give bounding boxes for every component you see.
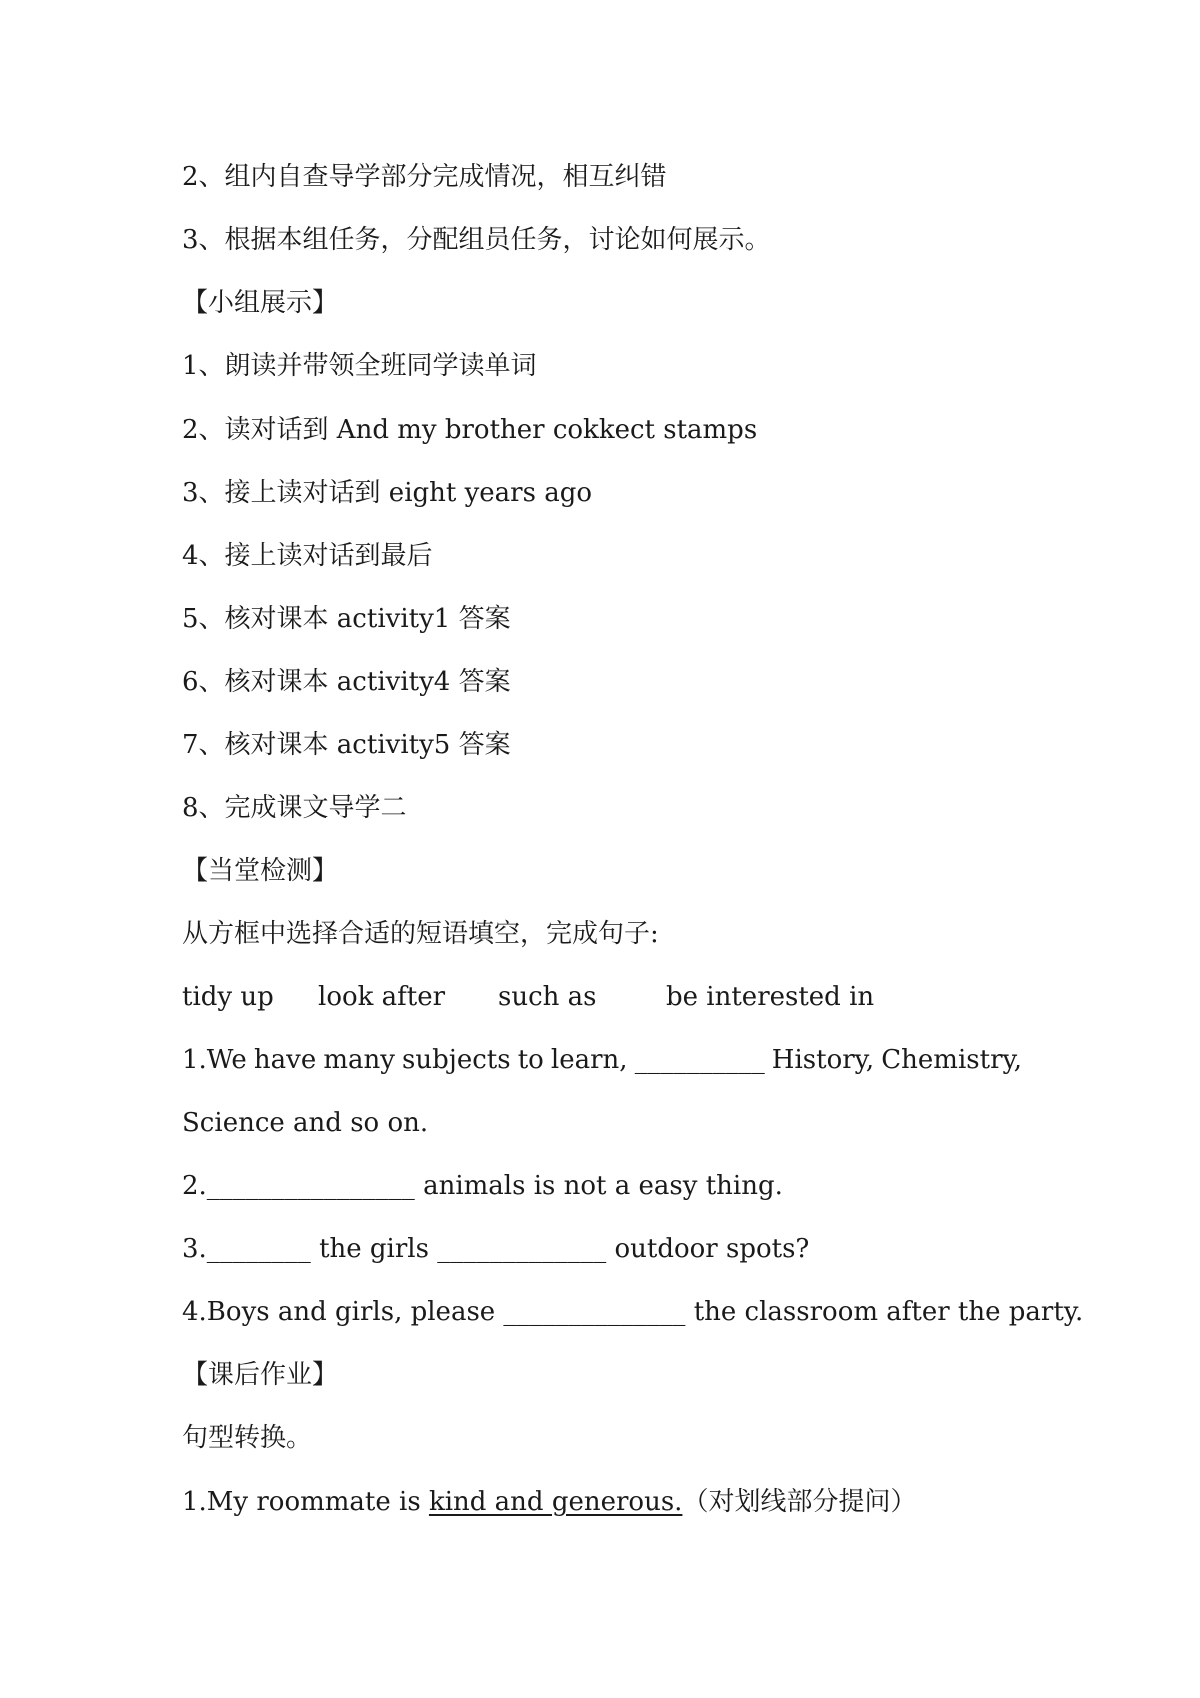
question-line: 3.________ the girls _____________ outdoor spots? xyxy=(182,1234,810,1264)
text-line: 8、完成课文导学二 xyxy=(182,793,407,823)
question-word: to xyxy=(517,1045,544,1075)
question-line: 2.________________ animals is not a easy thing. xyxy=(182,1171,783,1201)
text-line: 3、接上读对话到 eight years ago xyxy=(182,478,593,508)
answer-blank: __________ xyxy=(634,1045,765,1075)
text-line: 2、组内自查导学部分完成情况，相互纠错 xyxy=(182,162,667,192)
question-prefix: 1.My roommate is xyxy=(182,1487,429,1517)
phrase-box xyxy=(182,980,1022,1014)
text-line: Science and so on. xyxy=(182,1108,429,1138)
homework-question-line xyxy=(182,1485,1022,1519)
question-word: many xyxy=(323,1045,395,1075)
text-line: 6、核对课本 activity4 答案 xyxy=(182,667,511,697)
question-word: subjects xyxy=(402,1045,511,1075)
underlined-phrase: kind and generous. xyxy=(428,1487,683,1517)
section-heading: 【当堂检测】 xyxy=(182,856,339,886)
question-word: have xyxy=(253,1045,317,1075)
question-word: 1.We xyxy=(182,1045,247,1075)
phrase-item: such as xyxy=(498,982,597,1012)
text-line: 2、读对话到 And my brother cokkect stamps xyxy=(182,415,758,445)
section-heading: 【小组展示】 xyxy=(182,288,339,318)
question-word: learn, xyxy=(550,1045,628,1075)
text-line: 1、朗读并带领全班同学读单词 xyxy=(182,351,537,381)
text-line: 5、核对课本 activity1 答案 xyxy=(182,604,511,634)
question-word: Chemistry, xyxy=(881,1045,1022,1075)
text-line: 4、接上读对话到最后 xyxy=(182,541,433,571)
question-line: 4.Boys and girls, please ______________ the classroom after the party. xyxy=(182,1297,1084,1327)
phrase-item: tidy up xyxy=(182,982,274,1012)
instruction-text: 从方框中选择合适的短语填空，完成句子: xyxy=(182,919,659,949)
text-line: 3、根据本组任务，分配组员任务，讨论如何展示。 xyxy=(182,225,771,255)
phrase-item: look after xyxy=(318,982,446,1012)
question-1-line xyxy=(182,1043,1022,1077)
phrase-item: be interested in xyxy=(666,982,875,1012)
question-word: History, xyxy=(771,1045,875,1075)
text-line: 7、核对课本 activity5 答案 xyxy=(182,730,511,760)
question-suffix: （对划线部分提问） xyxy=(682,1487,917,1517)
section-heading: 【课后作业】 xyxy=(182,1360,339,1390)
instruction-text: 句型转换。 xyxy=(182,1423,313,1453)
